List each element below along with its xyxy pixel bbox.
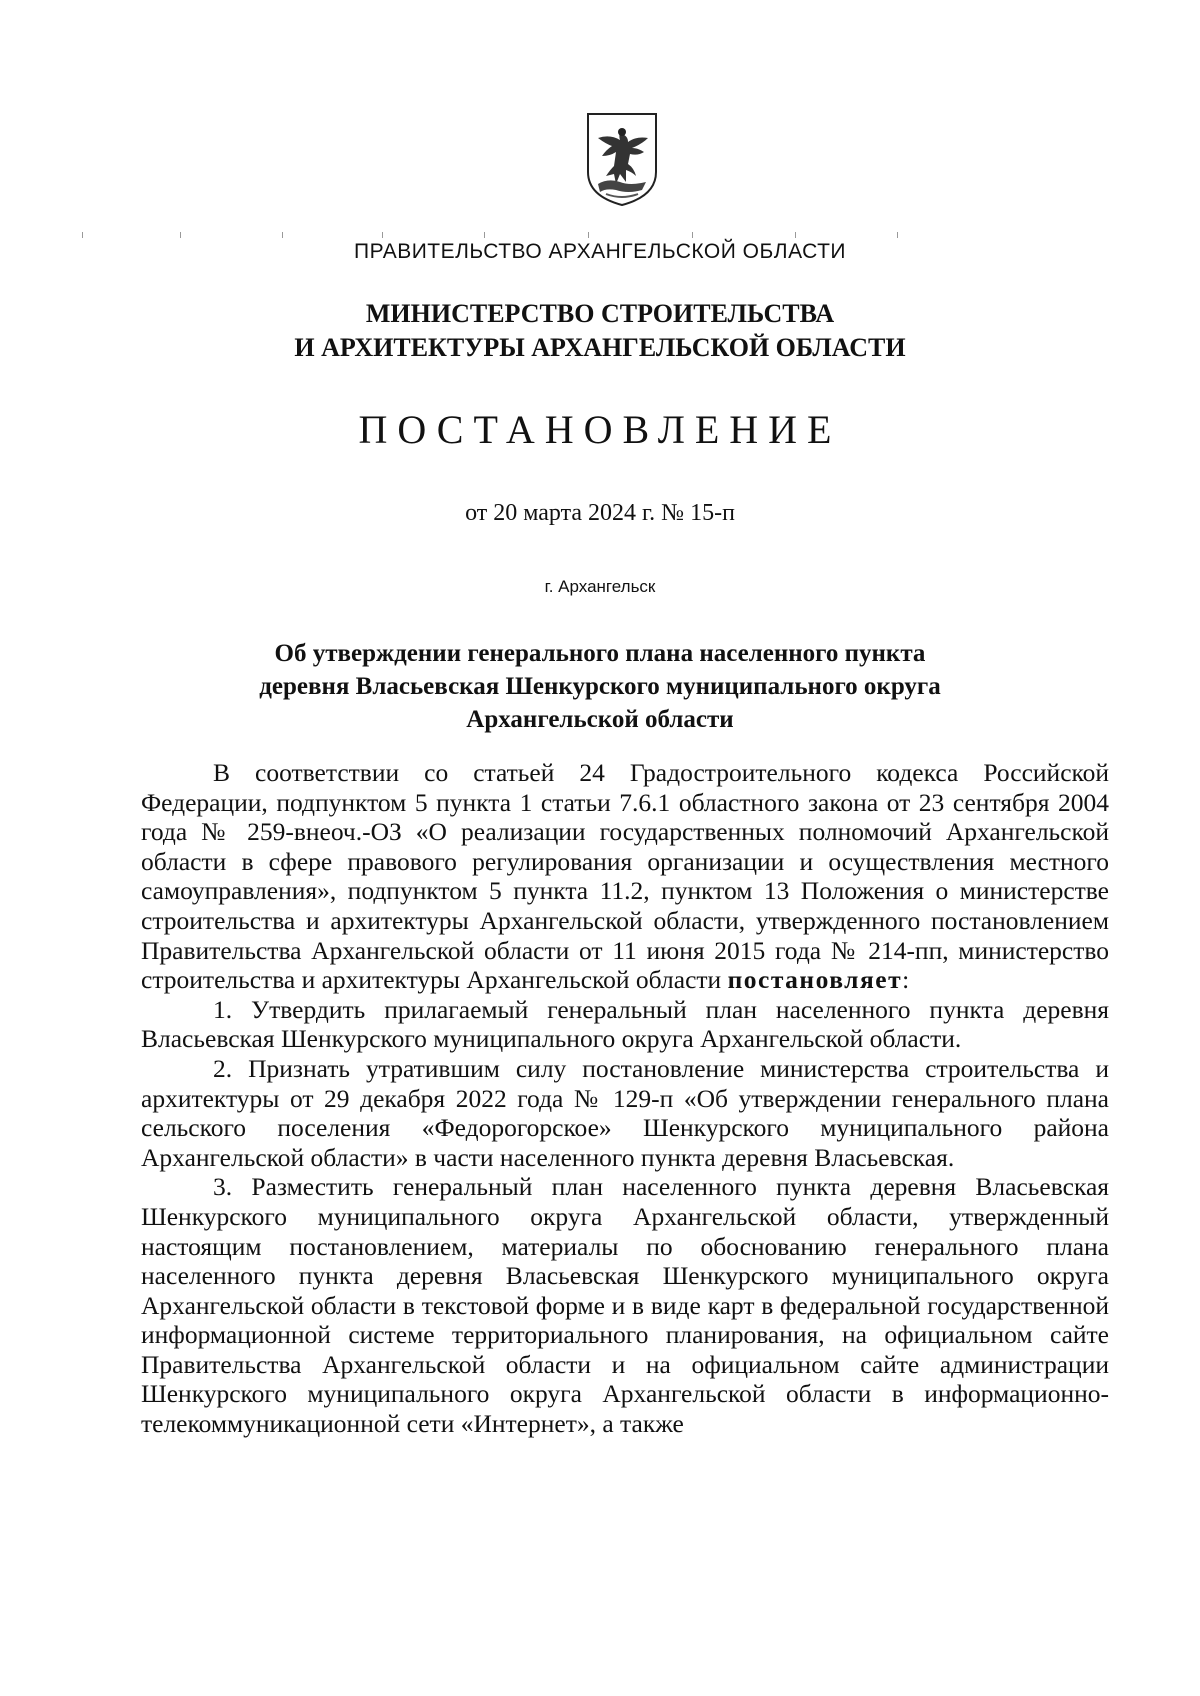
- coat-of-arms-icon: [584, 110, 660, 208]
- preamble-paragraph: [141, 758, 1109, 995]
- document-type: ПОСТАНОВЛЕНИЕ: [358, 407, 842, 452]
- document-city: г. Архангельск: [544, 577, 656, 596]
- item-2: 2. Признать утратившим силу постановление министерства строительства и архитектуры от 29 декабря 2022 года № 129-п «Об утверждении генерального плана сельского поселения «Федорогорское» Шенкурского муниципального района Архангельской области» в части населенного пункта деревня Власьевская.: [141, 1053, 1109, 1172]
- document-body: [141, 758, 1109, 1439]
- ministry-line-1: МИНИСТЕРСТВО СТРОИТЕЛЬСТВА: [365, 299, 835, 328]
- item-1: 1. Утвердить прилагаемый генеральный план населенного пункта деревня Власьевская Шенкурского муниципального округа Архангельской области.: [141, 994, 1109, 1054]
- ministry-name: [0, 297, 1200, 365]
- title-line-1: Об утверждении генерального плана населенного пункта: [274, 640, 926, 667]
- document-date-number: от 20 марта 2024 г. № 15-п: [465, 500, 735, 526]
- preamble-text: В соответствии со статьей 24 Градостроительного кодекса Российской Федерации, подпунктом 5 пункта 1 статьи 7.6.1 областного закона от 23 сентября 2004 года № 259-внеоч.-ОЗ «О реализации государственных полномочий Архангельской области в сфере правового регулирования организации и осуществления местного самоуправления», подпунктом 5 пункта 11.2, пунктом 13 Положения о министерстве строительства и архитектуры Архангельской области, утвержденного постановлением Правительства Архангельской области от 11 июня 2015 года № 214-пп, министерство строительства и архитектуры Архангельской области: [141, 758, 1109, 995]
- scan-marks: [0, 232, 1200, 240]
- ministry-line-2: И АРХИТЕКТУРЫ АРХАНГЕЛЬСКОЙ ОБЛАСТИ: [294, 333, 906, 362]
- title-line-3: Архангельской области: [466, 706, 734, 733]
- government-name: ПРАВИТЕЛЬСТВО АРХАНГЕЛЬСКОЙ ОБЛАСТИ: [354, 240, 846, 263]
- title-line-2: деревня Власьевская Шенкурского муниципального округа: [259, 673, 941, 700]
- resolves-word: постановляет: [727, 965, 903, 995]
- resolves-colon: :: [902, 965, 910, 995]
- document-title: [0, 637, 1200, 736]
- item-3: 3. Разместить генеральный план населенного пункта деревня Власьевская Шенкурского муниципального округа Архангельской области, утвержденный настоящим постановлением, материалы по обоснованию генерального плана населенного пункта деревня Власьевская Шенкурского муниципального округа Архангельской области в текстовой форме и в виде карт в федеральной государственной информационной системе территориального планирования, на официальном сайте Правительства Архангельской области и на официальном сайте администрации Шенкурского муниципального округа Архангельской области в информационно-телекоммуникационной сети «Интернет», а также: [141, 1172, 1109, 1439]
